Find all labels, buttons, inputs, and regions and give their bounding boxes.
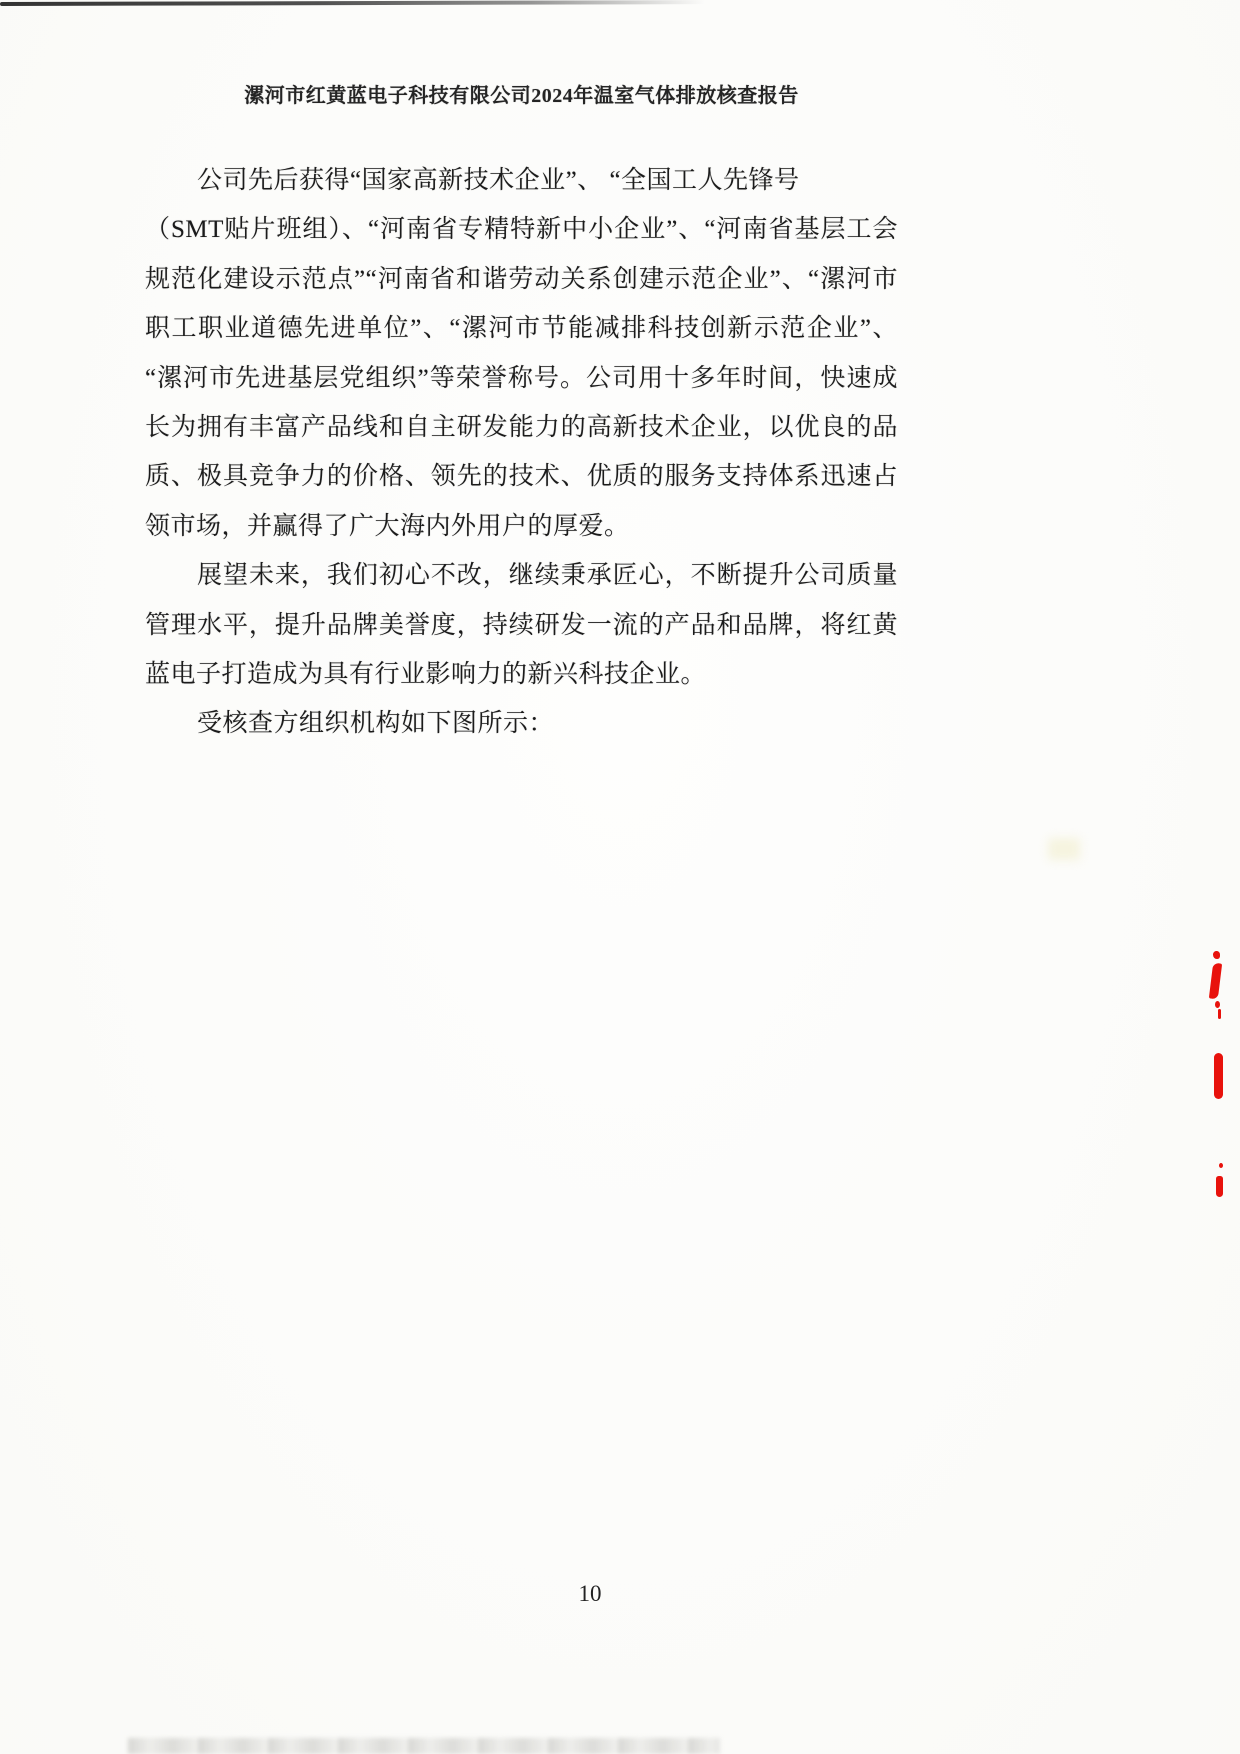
text-line: “漯河市先进基层党组织”等荣誉称号。公司用十多年时间，快速成 [145,364,898,392]
body-text [145,156,898,749]
text-line: 受核查方组织机构如下图所示： [197,710,555,738]
text-line: （SMT贴片班组）、“河南省专精特新中小企业”、“河南省基层工会 [145,216,898,244]
text-line: 领市场，并赢得了广大海内外用户的厚爱。 [145,512,630,540]
text-line: 蓝电子打造成为具有行业影响力的新兴科技企业。 [145,660,707,688]
red-ink-mark [1218,1009,1221,1019]
red-ink-mark [1209,963,1222,1000]
text-line: 质、极具竞争力的价格、领先的技术、优质的服务支持体系迅速占 [145,463,898,491]
text-line: 规范化建设示范点”“河南省和谐劳动关系创建示范企业”、“漯河市 [145,265,898,293]
text-line: 长为拥有丰富产品线和自主研发能力的高新技术企业，以优良的品 [145,413,898,441]
page-content [145,82,898,749]
report-header-title: 漯河市红黄蓝电子科技有限公司2024年温室气体排放核查报告 [244,85,799,107]
scan-edge-line-artifact [0,0,705,6]
red-ink-mark [1219,1163,1223,1168]
red-ink-mark [1215,1001,1220,1008]
red-ink-mark [1214,1053,1223,1099]
scan-stain-artifact [1048,838,1080,860]
text-line: 展望未来，我们初心不改，继续秉承匠心，不断提升公司质量 [197,562,898,590]
text-line: 管理水平，提升品牌美誉度，持续研发一流的产品和品牌，将红黄 [145,611,898,639]
page-number: 10 [578,1581,602,1606]
text-line: 公司先后获得“国家高新技术企业”、 “全国工人先锋号 [197,167,800,194]
text-line: 职工职业道德先进单位”、“漯河市节能减排科技创新示范企业”、 [145,315,898,343]
red-ink-mark [1216,1176,1223,1197]
scan-bottom-smudge-artifact [128,1738,720,1754]
red-ink-mark [1213,951,1220,959]
